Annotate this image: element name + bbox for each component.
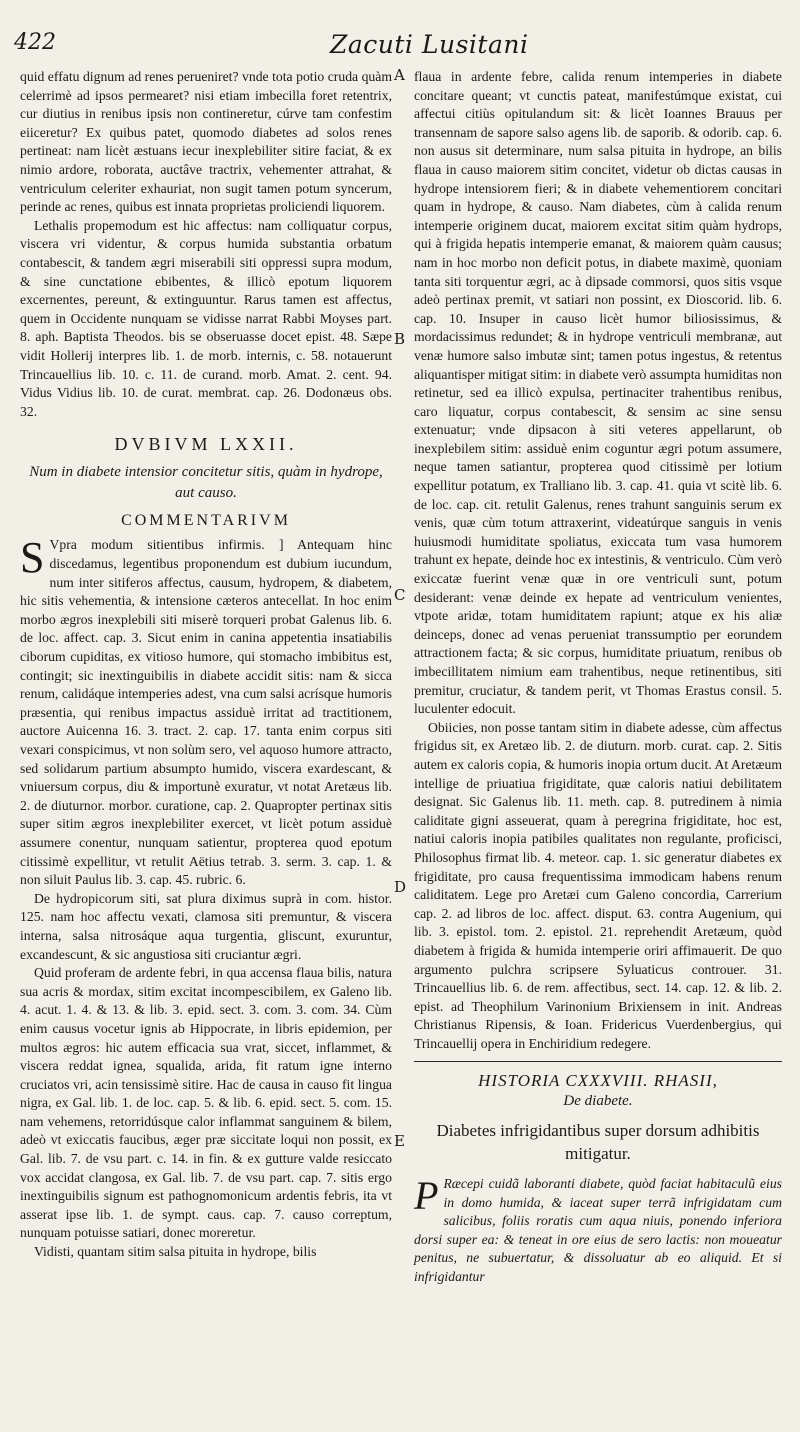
right-column	[414, 68, 782, 1287]
drop-cap: P	[414, 1173, 439, 1219]
paragraph: Lethalis propemodum est hic affectus: nam colliquatur corpus, viscera vri videntur, & corpus humida substantia orbatum contabescit, & tandem ægri miserabili siti oppressi supra modum, & sine cunctatione ebibentes, & illicò epotum liquorem excernentes, pereunt, & extinguuntur. Rarus tamen est affectus, quem in Occidente nunquam se vidisse narrat Rabbi Moyses part. 8. aph. Baptista Theodos. bis se obseruasse docet epist. 48. Sæpe vidit Hollerij interpres lib. 1. de morb. internis, c. 58. notauerunt Trincauellius lib. 10. c. 11. de curand. morb. Amat. 2. cent. 94. Vidus Vidius lib. 10. de curat. membrat. cap. 26. Dodonæus obs. 32.	[20, 217, 392, 419]
historia-subheading: De diabete.	[563, 1093, 633, 1110]
margin-marker-a: A	[394, 66, 405, 84]
paragraph	[20, 533, 392, 889]
margin-marker-d: D	[394, 878, 407, 896]
historia-heading: HISTORIA CXXXVIII. RHASII,	[478, 1071, 718, 1091]
dubium-title: DVBIVM LXXII.	[114, 434, 298, 455]
paragraph: Quid proferam de ardente febri, in qua accensa flaua bilis, natura sua acris & mordax, sitim excitat incompescibilem, ex Galeno lib. 4. acut. 1. 4. & 13. & lib. 3. epid. sect. 3. com. 3. com. 34. Cùm enim causus vocetur ignis ab Hippocrate, in libris epidemion, per multos ægros: hic autem efficacia sua vrat, siccet, inflammet, & viscera reddat ignea, squalida, arida, fit ratum igne interno cruciatos vri, acin tensissimè sitire. Hac de causa in causo fit lingua nigra, ex Gal. lib. 1. de loc. cap. 5. & lib. 6. epid. sect. 5. com. 15. nam vehemens, retorridúsque calor inflammat sanguinem & bilem, adeò vt exiccatis faucibus, æger præ siccitate loqui non possit, ex Gal. lib. 7. de vsu part. c. 14. in fin. & ex gutture valde resiccato vox accidat clangosa, ex Gal. lib. 7. de vsu part. cap. 7. sitis ergo inextinguibilis signum est pathognomonicum ardentis febris, ita vt asserat ipse lib. 1. de sympt. caus. cap. 7. causo correptum, nunquam potuisse satiari, donec moreretur.	[20, 965, 392, 1241]
paragraph: flaua in ardente febre, calida renum intemperies in diabete concitare queant; vt cunctis pateat, manifestúmque existat, cui affectui citiùs opitulandum sit: & licèt Ioannes Brauus per transennam de sapore salso agens lib. de saporib. & odorib. cap. 6. non ausus sit determinare, num salsa pituita in hydrope, an bilis flaua in causo maiorem sitim concitet, videtur ob dictas causas in hydrope intensiorem fieri; & in diabete vehementiorem concitari quam in hydrope, & causo. Nam diabetes, cùm à calida renum intemperie originem ducat, maiorem excitat sitim quàm hydrops, qui à frigida hepatis intemperie emanat, & maiorem quàm causus; nam in hoc morbo non deficit potus, in diabete maximè, quoniam tanta siti torquentur ægri, ac à dipsade commorsi, quos sitis vsque adeò pertinax premit, vt satiari non possint, ex Dioscorid. lib. 6. cap. 10. Insuper in causo licèt humor biliosissimus, & mordacissimus redundet; & in hydrope ventriculi membranæ, aut venæ humore salso imbutæ sint; tamen potus ingestus, & retentus aliquantisper mitigat sitim: in diabete verò assumpta humiditas non retinetur, sed ea illicò expulsa, pertinaciter trahentibus renibus, caro liquatur, corpus contabescit, & sensim ac sine sensu extenuatur; vnde dipsacon à siti veteres appellarunt, ob inexplebilem sitim: assiduè enim coguntur ægri potum assumere, neque tamen satiantur, propterea quod citissimè per lotium expellitur potatum, ex Tralliano lib. 3. cap. 41. quia vt scitè lib. 6. de loc. cap. cit. retulit Galenus, renes trahunt sanguinis serum ex venis, quæ cùm totum attraxerint, videatúrque sanguis in venis huiusmodi humiditate spoliatus, exiccata tum vasa humorem trahunt ex hepate, deinde hoc ex intestinis, & ventriculo. Cùm verò exiccatæ fuerint venæ quæ in ore ventriculi sunt, potum desiderant: venæ deinde ex hepate ad ventriculum venientes, vtpote aridæ, totam humiditatem rapiunt; atque ex his aliæ deinceps, donec ad venas perueniat transsumptio per eorundem attractionem facta; & sic corpus, humiditate priuatum, renibus ob imbecillitatem nimium eam trahentibus, neque retinentibus, siti premitur, cruciatur, & tandem perit, vt Thomas Erastus consil. 5. luculenter edocuit.	[414, 69, 782, 717]
running-head: Zacuti Lusitani	[330, 30, 529, 59]
paragraph	[414, 1175, 782, 1287]
paragraph: quid effatu dignum ad renes perueniret? vnde tota potio cruda quàm celerrimè ad ipsos permearet? nisi etiam imbecilla foret retentrix, cur diutius in renibus ipsis non contineretur, cúrve tam confestim eiiceretur? Ex quibus patet, quomodo diabetes ad solos renes pertineat: nam licèt æstuans iecur inexplebiliter sitire faciat, & ex nimio ardore, roborata, auctâve tractrix, vehementer attrahat, & ventriculum celeriter exhauriat, non sugit tamen potum syncerum, perinde ac renes, quibus est innata proprietas proliciendi liquorem.	[20, 69, 392, 215]
dubium-question: Num in diabete intensior concitetur sitis, quàm in hydrope, aut causo.	[29, 463, 383, 501]
drop-cap: S	[20, 533, 45, 583]
section-divider	[414, 1061, 782, 1062]
paragraph-text: Ræcepi cuidã laboranti diabete, quòd faciat habitaculũ eius in domo humida, & iaceat super terrã infrigidatam cum salicibus, foliis roratis cum aqua niuis, ponendo inferiora dorsi super ea: & teneat in ore eius de sero lactis: non moueatur penitus, ne subuertatur, & dissoluatur ab eo aliquid. Et si infrigidantur	[414, 1176, 782, 1285]
margin-marker-e: E	[394, 1132, 405, 1150]
paragraph-text: Vpra modum sitientibus infirmis. ] Antequam hinc discedamus, legentibus proponendum est dubium iucundum, num inter sitiferos affectus, causum, hydropem, & diabetem, hic sitis vehementia, & intensione cæteros antecellat. In hoc enim morbo ægros inexplebili siti miserè torqueri probat Galenus lib. 6. de loc. affect. cap. 3. Sicut enim in canina appetentia insatiabilis ciborum cupiditas, ex vitioso humore, qui stomacho imbibitus est, contingit; sic inextinguibilis in diabete accidit sitis: nam & sicca renum, calidáque intemperies adest, vna cum salsi acrísque humoris præsentia, qui renibus impactus assiduè irritat ad tractitionem, auctore Auicenna 16. 3. tract. 2. cap. 17. tanta enim corpus siti vexari conspicimus, vt non solùm sero, vel aquoso humore attracto, sed solidarum partium absumpto humido, viscera exardescant, & vniuersum corpus, diu & importunè exuratur, vt notat Aretæus lib. 2. de diuturnor. morbor. curatione, cap. 2. Quapropter pertinax sitis super sitim ægros inexplebiliter exercet, vt licèt potum assiduè assumere conentur, nunquam satientur, propterea quod epotum citissimè expellitur, vt retulit Aëtius tetrab. 3. serm. 3. cap. 1. & non siluit Paulus lib. 3. cap. 45. rubric. 6.	[20, 537, 392, 888]
page-header	[0, 30, 800, 64]
paragraph: De hydropicorum siti, sat plura diximus suprà in com. histor. 125. nam hoc affectu vexati, clamosa siti premuntur, & viscera interna, salsa nitrosáque aqua turgentia, gliscunt, exuruntur, excandescunt, & sic angustiosa siti cruciantur ægri.	[20, 890, 392, 962]
historia-title: Diabetes infrigidantibus super dorsum adhibitis mitigatur.	[436, 1121, 760, 1164]
page-number: 422	[14, 30, 56, 55]
left-column	[20, 68, 392, 1262]
margin-marker-c: C	[394, 586, 406, 604]
paragraph: Vidisti, quantam sitim salsa pituita in hydrope, bilis	[34, 1244, 317, 1260]
paragraph: Obiicies, non posse tantam sitim in diabete adesse, cùm affectus frigidus sit, ex Aretæo lib. 2. de diuturn. morb. curat. cap. 2. Sitis autem ex caloris copia, & humoris inopia ortum ducit. At Aretæum intellige de priuatiua frigiditate, quæ caloris natiui debilitatem designat. Sic Galenus lib. 11. meth. cap. 8. putredinem à nimia caliditate gigni asseuerat, quam à peregrina frigiditate, hoc est, natiui caloris inopia patibiles qualitates non regulante, proficisci, Philosophus firmat lib. 4. meteor. cap. 1. sic generatur diabetes ex frigiditate, pro causa frequentissima immodicam habens renum caliditatem. Lege pro Aretæi cum Galeno concordia, Carrerium cap. 2. ad libros de loc. affect. disput. 63. contra Augenium, qui lib. 3. epistol. tom. 2. epistol. 21. reprehendit Aretæum, quòd diabetem à frigida & humida intemperie oriri affimauerit. De quo argumento pulchra scripsere Syluaticus controuer. 31. Trincauellius lib. 6. de rem. affectibus, sect. 14. cap. 12. & lib. 2. epist. ad Theophilum Varinonium Brixiensem in init. Andreas Christianus Ripensis, & Ioan. Fridericus Vuerdenbergius, qui Trincauellij opera in Enchiridium redegere.	[414, 719, 782, 1051]
margin-marker-b: B	[394, 330, 406, 348]
commentarium-heading: COMMENTARIVM	[121, 511, 291, 529]
